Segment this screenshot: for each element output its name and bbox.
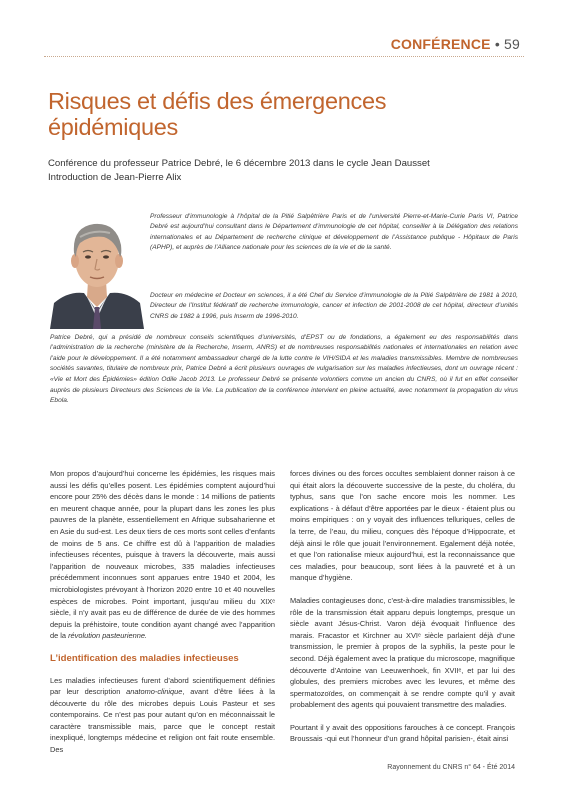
section-tag <box>391 36 520 52</box>
page-number: 59 <box>504 36 520 52</box>
speaker-bio-3: Patrice Debré, qui a présidé de nombreux conseils scientifiques d’universités, d’EPST ou de fondations, a également eu des responsabilités dans l’administration de la recherche (ministère de la Recherche, Inserm, ANRS) et de nombreuses responsabilités nationales et internationales en relation avec l’aide pour le développement. Il a été notamment ambassadeur chargé de la lutte contre le VIH/SIDA et les maladies transmissibles. Membre de nombreuses sociétés savantes, titulaire de nombreux prix, Patrice Debré a écrit plusieurs ouvrages de vulgarisation sur les maladies infectieuses, dont un ouvrage récent : «Vie et Mort des Épidémies» édition Odile Jacob 2013. Le professeur Debré se présente volontiers comme un ancien du CNRS, où il fut en effet conseiller auprès de plusieurs Directeurs des Sciences de la Vie. La publication de la conférence intervient en pleine actualité, avec notamment la propagation du virus Ebola. <box>50 333 518 405</box>
subtitle-line-1: Conférence du professeur Patrice Debré, le 6 décembre 2013 dans le cycle Jean Dausset <box>48 158 430 169</box>
section-heading: L’identification des maladies infectieuses <box>50 652 239 664</box>
speaker-bio-1: Professeur d’immunologie à l’hôpital de la Pitié Salpêtrière Paris et de l’université Pierre-et-Marie-Curie Paris VI, Patrice Debré est aujourd’hui consultant dans le Département d’immunologie de cet hôpital, conseiller à la Délégation des relations internationales et au Département de recherche clinique et développement de l’Assistance publique - Hôpitaux de Paris (APHP), et auprès de l’Alliance nationale pour les sciences de la vie et de la santé. <box>150 212 518 252</box>
header-rule <box>44 56 524 57</box>
body-paragraph: Maladies contagieuses donc, c’est-à-dire maladies transmissibles, le rôle de la transmission était apparu depuis longtemps, presque un siècle avant Jésus-Christ. Varon déjà évoquait l’influence des marais. Fracastor et Kirchner au XVIᵉ siècle parlaient déjà d’une transmission, le premier à propos de la syphilis, la peste pour le second. Déjà également avec la pratique du microscope, magnifique découverte d’Antoine van Leeuwenhoek, fin XVIIᵉ, et par lui des globules, des premiers microbes avec les levures, et même des spermatozoïdes, on commençait à se rendre compte qu’il y avait probablement des agents qui pouvaient transmettre des maladies. <box>290 595 515 710</box>
body-paragraph: forces divines ou des forces occultes semblaient donner raison à ce qui était alors la découverte successive de la peste, du choléra, du typhus, sans que l’on sache encore mois les nommer. Les explications - à défaut d’être apportées par le dieux - étaient plus ou moins empiriques : on y voyait des influences telluriques, celles de la terre, de l’eau, du milieu, conçues dès l’époque d’Hippocrate, et déjà ainsi le rôle que jouait l’environnement. Egalement déjà notée, et que l’on rationalise mieux aujourd’hui, est la reconnaissance que ces maladies, pour beaucoup, sont liées à la pauvreté et à un manque d’hygiène. <box>290 469 515 583</box>
article-subtitle <box>48 157 528 185</box>
body-column-left <box>50 468 275 765</box>
body-emphasis: anatomo-clinique <box>126 687 183 697</box>
body-emphasis: révolution pasteurienne. <box>68 631 147 641</box>
section-label: CONFÉRENCE <box>390 36 491 52</box>
body-column-right <box>290 468 515 754</box>
speaker-portrait <box>50 207 144 329</box>
speaker-bio-2: Docteur en médecine et Docteur en sciences, il a été Chef du Service d’immunologie de la Pitié Salpêtrière de 1981 à 2010, Directeur de l’Institut fédératif de recherche immunologie, cancer et infection de 2001-2008 de cet hôpital, directeur d’unités CNRS de 1982 à 1996, puis Inserm de 1996-2010. <box>150 291 518 320</box>
subtitle-line-2: Introduction de Jean-Pierre Alix <box>48 172 182 183</box>
body-paragraph: Pourtant il y avait des oppositions farouches à ce concept. François Broussais -qui eut l’honneur d’un grand hôpital parisien-, était ainsi <box>290 722 515 744</box>
page-footer: Rayonnement du CNRS n° 64 - Été 2014 <box>387 764 515 771</box>
body-paragraph <box>50 468 275 642</box>
article-title: Risques et défis des émergences épidémiques <box>48 88 387 140</box>
body-text: Les maladies infectieuses furent d’abord scientifiquement définies par leur description <box>50 675 275 697</box>
body-paragraph <box>50 675 275 756</box>
body-text: Mon propos d’aujourd’hui concerne les épidémies, les risques mais aussi les défis qu’elles posent. Les épidémies comptent aujourd’hui encore pour 25% des décès dans le monde : 14 millions de patients en meurent chaque année, pour la plupart dans les zones les plus pauvres de la planète, essentiellement en Afrique subsaharienne et en Asie du sud-est. Les deux tiers de ces morts sont celles d’enfants de moins de 5 ans. Ce chiffre est dû à l’apparition de maladies infectieuses récentes, puisque à travers la découverte, mais aussi l’apparition de nouveaux microbes, 335 maladies infectieuses précédemment inconnues sont apparues entre 1940 et 2004, les microbiologistes prévoyant à l’horizon 2020 entre 10 et 40 nouvelles espèces de microbes. Point important, jusqu’au milieu du XIXᵉ siècle, il n’y avait pas eu de différence de durée de vie des hommes depuis la préhistoire, toute condition ayant changé avec l’apparition de la <box>50 469 275 641</box>
body-text: , avant d’être liées à la découverte du rôle des microbes depuis Louis Pasteur et ses contemporains. Ce n’est pas pour autant qu’on en méconnaissait le caractère transmissible mais, parce que le concept restait inexpliqué, longtemps médecine et religion ont fait route ensemble. Des <box>50 687 275 755</box>
section-bullet: • <box>494 36 500 52</box>
portrait-photo <box>50 207 144 329</box>
